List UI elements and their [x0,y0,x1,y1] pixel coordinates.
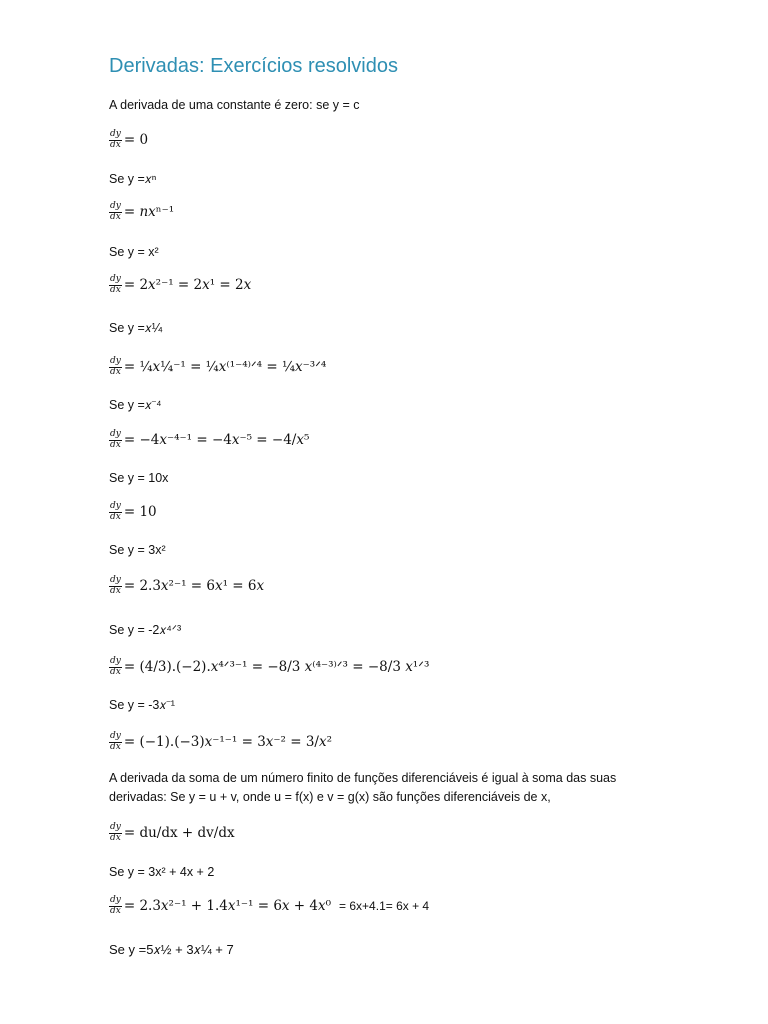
equation: $\frac{dy}{dx}$ = 0 [110,129,149,150]
equation: $\frac{dy}{dx}$ = 10 [110,501,157,522]
equation: $\frac{dy}{dx}$ = 2.3𝑥²⁻¹ = 6𝑥¹ = 6𝑥 [110,575,265,596]
page-title: Derivadas: Exercícios resolvidos [109,55,398,77]
statement: Se y = x² [109,245,159,259]
intro-text: A derivada de uma constante é zero: se y = c [109,98,360,112]
statement: Se y =𝑥¼ [109,321,163,335]
equation: $\frac{dy}{dx}$ = 𝑛𝑥ⁿ⁻¹ [110,201,175,222]
derivative-fraction: $\frac{dy}{dx}$ [110,129,121,150]
equation-tail: = 6x+4.1= 6x + 4 [339,899,430,914]
statement: Se y = 3x² + 4x + 2 [109,865,215,879]
statement: Se y = -2𝑥⁴ᐟ³ [109,623,182,637]
paragraph: A derivada da soma de um número finito de funções diferenciáveis é igual à soma das suas derivadas: Se y = u + v, onde u = f(x) e v = g(x) são funções diferenciáveis de x, [109,771,617,804]
equation: $\frac{dy}{dx}$ = 2.3𝑥²⁻¹ + 1.4𝑥¹⁻¹ = 6𝑥 + 4𝑥⁰ = 6x+4.1= 6x + 4 [110,895,430,916]
statement: Se y = -3𝑥⁻¹ [109,698,175,712]
equation: $\frac{dy}{dx}$ = du/dx + dv/dx [110,822,235,843]
statement: Se y =𝑥⁻⁴ [109,398,162,412]
equation: $\frac{dy}{dx}$ = (4/3).(−2).𝑥⁴ᐟ³⁻¹ = −8/3 𝑥⁽⁴⁻³⁾ᐟ³ = −8/3 𝑥¹ᐟ³ [110,656,430,677]
equation: $\frac{dy}{dx}$ = 2𝑥²⁻¹ = 2𝑥¹ = 2𝑥 [110,274,252,295]
equation: $\frac{dy}{dx}$ = ¼𝑥¼⁻¹ = ¼𝑥⁽¹⁻⁴⁾ᐟ⁴ = ¼𝑥⁻³ᐟ⁴ [110,356,327,377]
statement: Se y =5𝑥½ + 3𝑥¼ + 7 [109,942,234,957]
statement: Se y = 3x² [109,543,166,557]
statement: Se y = 10x [109,471,169,485]
equation: $\frac{dy}{dx}$ = (−1).(−3)𝑥⁻¹⁻¹ = 3𝑥⁻² = 3/𝑥² [110,731,333,752]
statement: Se y =𝑥ⁿ [109,172,157,186]
equation: $\frac{dy}{dx}$ = −4𝑥⁻⁴⁻¹ = −4𝑥⁻⁵ = −4/𝑥⁵ [110,429,310,450]
